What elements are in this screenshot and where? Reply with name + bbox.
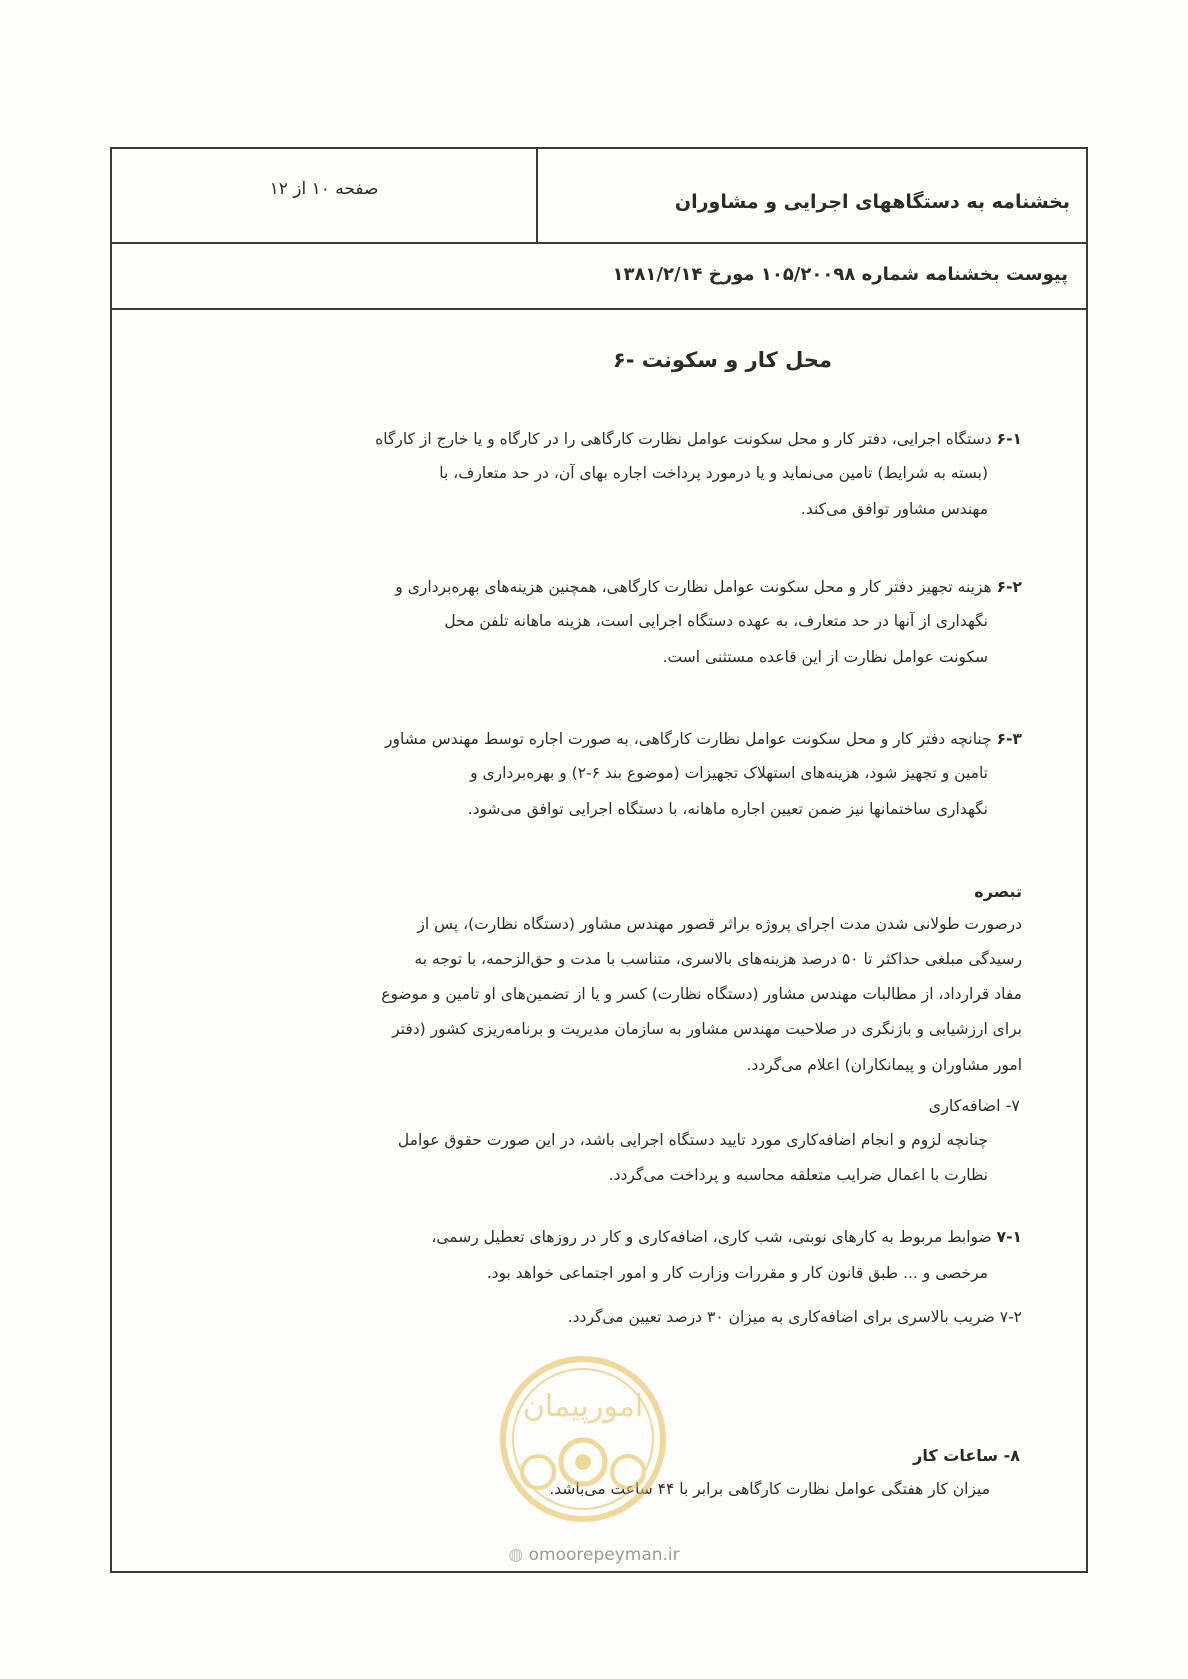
section-8-text: میزان کار هفتگی عوامل نظارت کارگاهی برابر با ۴۴ ساعت می‌باشد. xyxy=(549,1480,990,1498)
header-row xyxy=(112,149,1086,244)
paragraph-line: سکونت عوامل نظارت از این قاعده مستثنی است. xyxy=(662,648,988,666)
note-line: درصورت طولانی شدن مدت اجرای پروژه براثر قصور مهندس مشاور (دستگاه نظارت)، پس از xyxy=(417,915,1022,933)
intro-line: چنانچه لزوم و انجام اضافه‌کاری مورد تایید دستگاه اجرایی باشد، در این صورت حقوق عوامل xyxy=(397,1131,988,1149)
section-7-heading: ۷- اضافه‌کاری xyxy=(928,1096,1020,1115)
paragraph-line: ضریب بالاسری برای اضافه‌کاری به میزان ۳۰ درصد تعیین می‌گردد. xyxy=(567,1308,995,1326)
paragraph-line: ضوابط مربوط به کارهای نوبتی، شب کاری، اضافه‌کاری و کار در روزهای تعطیل رسمی، xyxy=(431,1228,992,1246)
intro-line: نظارت با اعمال ضرایب متعلقه محاسبه و پرداخت می‌گردد. xyxy=(608,1166,988,1184)
paragraph-label: ۷-۱ xyxy=(996,1228,1022,1246)
header-divider xyxy=(536,149,538,242)
document-title: بخشنامه به دستگاههای اجرایی و مشاوران xyxy=(674,191,1070,213)
page-number: صفحه ۱۰ از ۱۲ xyxy=(269,179,379,199)
paragraph-label: ۶-۲ xyxy=(996,578,1022,596)
paragraph-label: ۶-۱ xyxy=(996,430,1022,448)
note-line: امور مشاوران و پیمانکاران) اعلام می‌گردد. xyxy=(746,1056,1022,1074)
globe-icon: ◍ xyxy=(508,1545,524,1565)
paragraph-line: دستگاه اجرایی، دفتر کار و محل سکونت عوامل نظارت کارگاهی را در کارگاه و یا خارج از کارگاه xyxy=(375,430,992,448)
paragraph-line: چنانچه دفتر کار و محل سکونت عوامل نظارت کارگاهی، به صورت اجاره توسط مهندس مشاور xyxy=(385,730,992,748)
watermark-logo-text: امورپیمان xyxy=(522,1389,644,1424)
paragraph-line: نگهداری ساختمانها نیز ضمن تعیین اجاره ماهانه، با دستگاه اجرایی توافق می‌شود. xyxy=(467,800,988,818)
paragraph-label: ۶-۳ xyxy=(996,730,1022,748)
note-line: رسیدگی مبلغی حداکثر تا ۵۰ درصد هزینه‌های بالاسری، متناسب با مدت و حق‌الزحمه، با توجه به xyxy=(414,950,1022,968)
watermark-site-text: omoorepeyman.ir xyxy=(528,1545,680,1565)
paragraph-line: نگهداری از آنها در حد متعارف، به عهده دستگاه اجرایی است، هزینه ماهانه تلفن محل xyxy=(444,612,988,630)
paragraph-line: مرخصی و ... طبق قانون کار و مقررات وزارت کار و امور اجتماعی خواهد بود. xyxy=(486,1264,988,1282)
attachment-reference: پیوست بخشنامه شماره ۱۰۵/۲۰۰۹۸ مورخ ۱۳۸۱/۲/۱۴ xyxy=(612,264,1068,285)
section-6-heading: ۶- محل کار و سکونت xyxy=(612,348,832,372)
section-8-heading: ۸- ساعات کار xyxy=(913,1446,1020,1465)
paragraph-line: (بسته به شرایط) تامین می‌نماید و یا درمورد پرداخت اجاره بهای آن، در حد متعارف، با xyxy=(439,464,988,482)
paragraph-line: تامین و تجهیز شود، هزینه‌های استهلاک تجهیزات (موضوع بند ۶-۲) و بهره‌برداری و xyxy=(470,764,988,782)
paragraph-line: هزینه تجهیز دفتر کار و محل سکونت عوامل نظارت کارگاهی، همچنین هزینه‌های بهره‌برداری و xyxy=(395,578,992,596)
note-line: برای ارزشیابی و بازنگری در صلاحیت مهندس مشاور به سازمان مدیریت و برنامه‌ریزی کشور (دفتر xyxy=(392,1020,1022,1038)
watermark-site xyxy=(0,1545,1188,1565)
note-heading: تبصره xyxy=(974,882,1022,901)
watermark-logo xyxy=(478,1354,688,1524)
note-line: مفاد قرارداد، از مطالبات مهندس مشاور (دستگاه نظارت) کسر و یا از تضمین‌های او تامین و موضوع xyxy=(381,985,1022,1003)
paragraph-label: ۷-۲ xyxy=(999,1308,1022,1326)
paragraph-line: مهندس مشاور توافق می‌کند. xyxy=(800,500,988,518)
attachment-row xyxy=(112,242,1086,310)
